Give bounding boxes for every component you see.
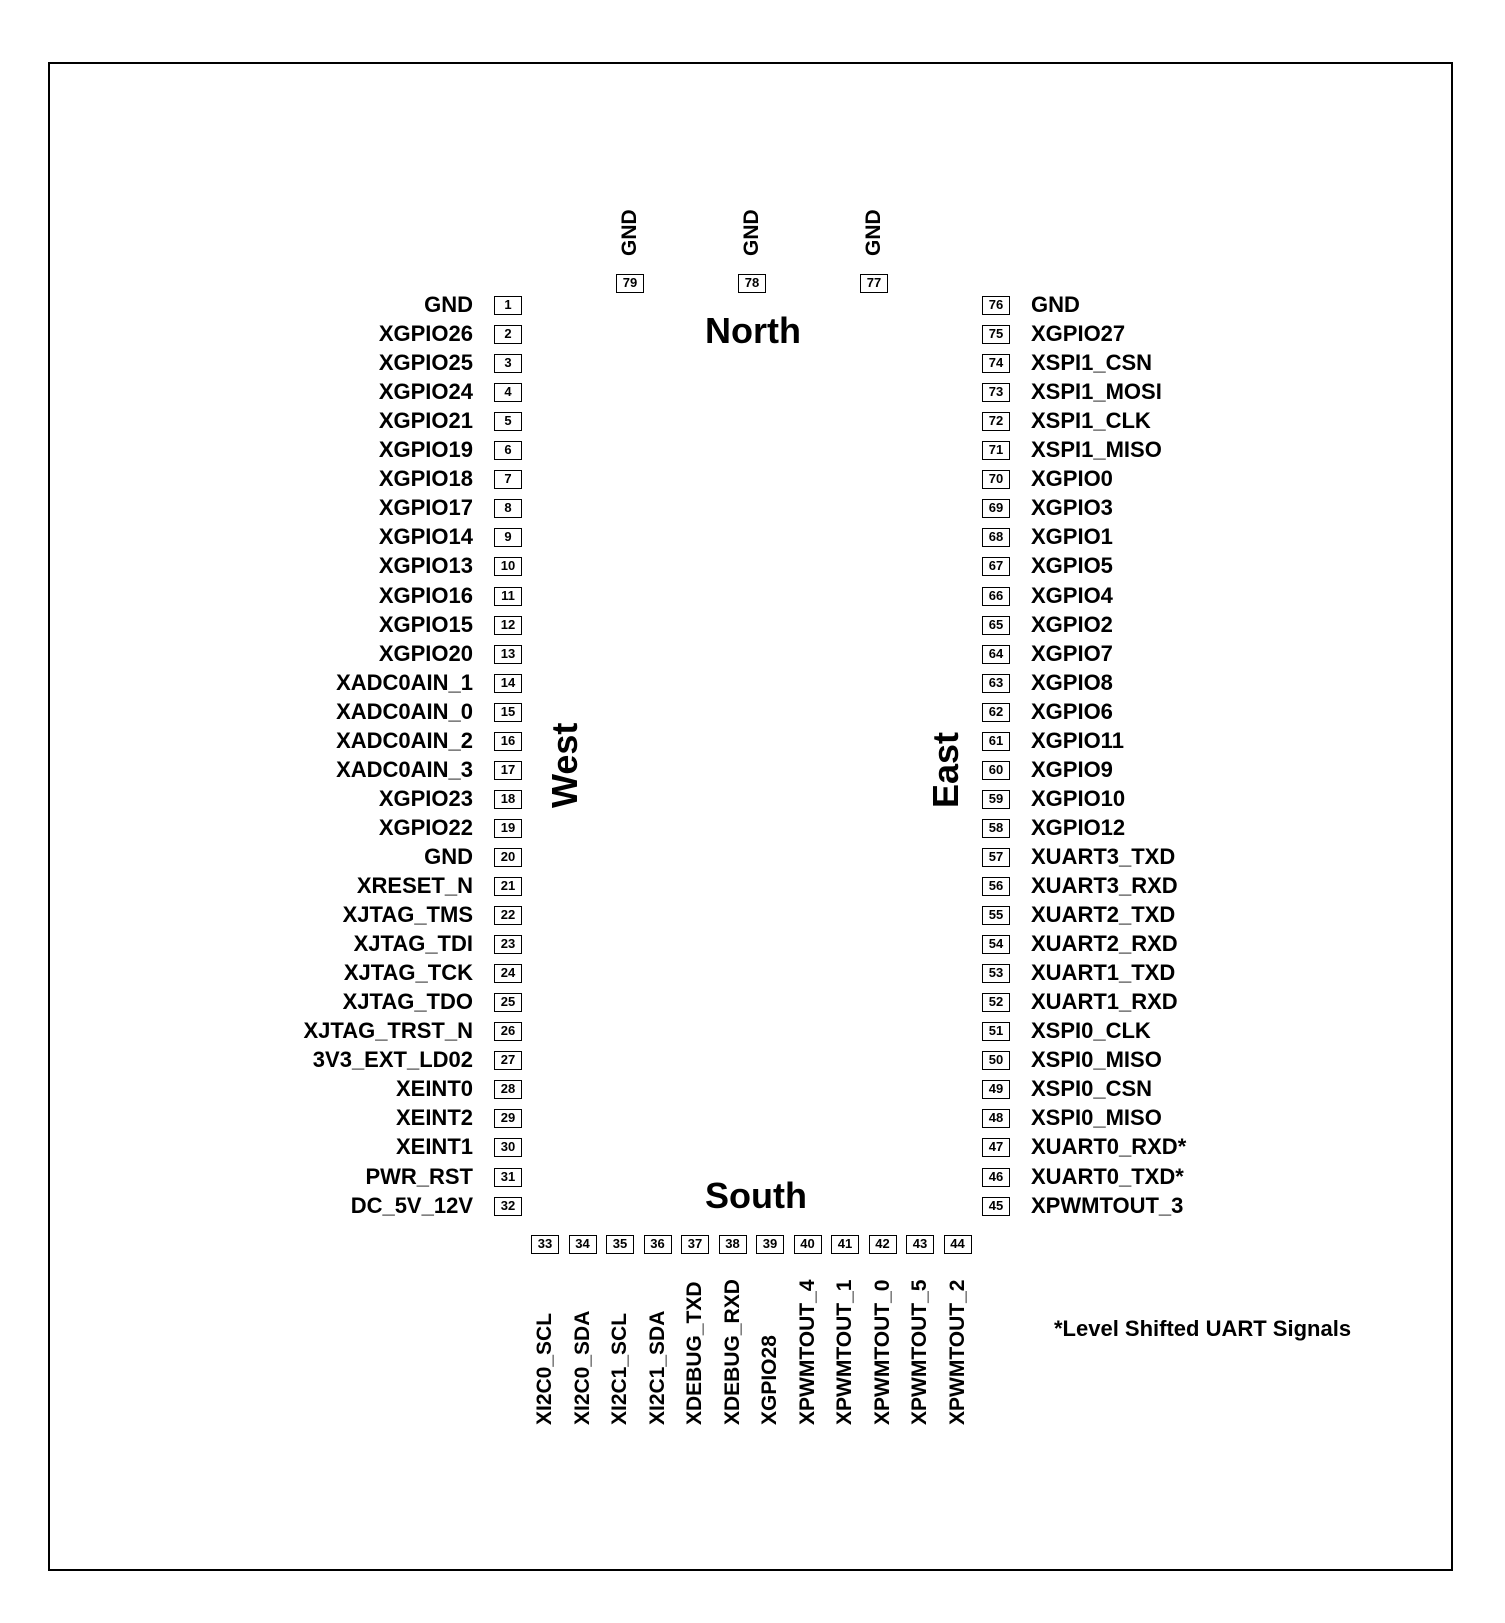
pin-label: XGPIO1 <box>1031 524 1113 550</box>
pin-label: XGPIO19 <box>378 437 473 463</box>
pin-number-box: 60 <box>982 761 1010 780</box>
pin-number-box: 63 <box>982 674 1010 693</box>
pin-number-box: 35 <box>606 1235 634 1254</box>
pin-label: PWR_RST <box>365 1163 473 1189</box>
pin-number-box: 64 <box>982 645 1010 664</box>
pin-number-box: 65 <box>982 616 1010 635</box>
pin-label: XJTAG_TRST_N <box>303 1018 473 1044</box>
pin-number-box: 9 <box>494 528 522 547</box>
pin-label: XGPIO26 <box>378 321 473 347</box>
pin-number-box: 68 <box>982 528 1010 547</box>
pin-number-box: 74 <box>982 354 1010 373</box>
pin-label: XGPIO14 <box>378 524 473 550</box>
pin-label: GND <box>862 209 885 256</box>
pin-label: XGPIO24 <box>378 379 473 405</box>
pin-label: XI2C1_SDA <box>645 1310 669 1425</box>
pin-number-box: 36 <box>644 1235 672 1254</box>
pin-number-box: 59 <box>982 790 1010 809</box>
pin-number-box: 19 <box>494 819 522 838</box>
pin-number-box: 48 <box>982 1109 1010 1128</box>
pin-number-box: 5 <box>494 412 522 431</box>
pin-label: XGPIO16 <box>378 582 473 608</box>
pin-number-box: 51 <box>982 1022 1010 1041</box>
pin-label: XGPIO9 <box>1031 756 1113 782</box>
pin-number-box: 7 <box>494 470 522 489</box>
level-shift-note: *Level Shifted UART Signals <box>1054 1316 1352 1341</box>
pin-number-box: 40 <box>794 1235 822 1254</box>
pin-number-box: 66 <box>982 587 1010 606</box>
pin-number-box: 23 <box>494 935 522 954</box>
pin-number-box: 26 <box>494 1022 522 1041</box>
pin-label: XI2C1_SCL <box>608 1312 631 1425</box>
pin-label: GND <box>618 209 641 256</box>
pin-label: XUART3_TXD <box>1031 843 1176 869</box>
pin-number-box: 10 <box>494 557 522 576</box>
pin-number-box: 1 <box>494 296 522 315</box>
pin-number-box: 38 <box>719 1235 747 1254</box>
pin-number-box: 73 <box>982 383 1010 402</box>
pin-label: XGPIO10 <box>1031 785 1126 811</box>
pin-number-box: 44 <box>944 1235 972 1254</box>
pin-label: GND <box>1031 292 1080 317</box>
pin-number-box: 57 <box>982 848 1010 867</box>
pin-label: XJTAG_TDI <box>353 931 473 957</box>
pin-number-box: 13 <box>494 645 522 664</box>
pin-label: XGPIO2 <box>1031 611 1113 637</box>
pin-number-box: 70 <box>982 470 1010 489</box>
pin-label: XGPIO15 <box>378 611 473 637</box>
pin-label: XGPIO12 <box>1031 814 1126 840</box>
pin-label: XPWMTOUT_3 <box>1031 1192 1184 1218</box>
pin-label: XEINT1 <box>395 1134 473 1160</box>
pin-label: DC_5V_12V <box>350 1192 473 1218</box>
pin-number-box: 33 <box>531 1235 559 1254</box>
pin-label: XGPIO20 <box>378 640 473 666</box>
pin-label: XGPIO6 <box>1031 698 1113 724</box>
pin-number-box: 71 <box>982 441 1010 460</box>
pin-label: XSPI1_CLK <box>1031 408 1151 434</box>
pin-number-box: 27 <box>494 1051 522 1070</box>
pin-number-box: 54 <box>982 935 1010 954</box>
pin-label: XI2C0_SDA <box>570 1310 594 1425</box>
pin-number-box: 37 <box>681 1235 709 1254</box>
pin-label: XI2C0_SCL <box>533 1312 556 1425</box>
pin-number-box: 61 <box>982 732 1010 751</box>
pin-label: XUART0_TXD* <box>1031 1163 1184 1189</box>
pin-number-box: 49 <box>982 1080 1010 1099</box>
pin-label: XSPI1_MOSI <box>1031 379 1162 405</box>
pin-number-box: 75 <box>982 325 1010 344</box>
pin-label: XGPIO23 <box>378 785 473 811</box>
pin-label: XSPI0_CSN <box>1031 1076 1153 1102</box>
pin-number-box: 29 <box>494 1109 522 1128</box>
pin-number-box: 11 <box>494 587 522 606</box>
south-title: South <box>705 1175 807 1216</box>
pin-number-box: 58 <box>982 819 1010 838</box>
pin-label: XADC0AIN_3 <box>336 756 473 782</box>
pin-number-box: 20 <box>494 848 522 867</box>
pin-number-box: 8 <box>494 499 522 518</box>
pin-number-box: 21 <box>494 877 522 896</box>
pin-number-box: 17 <box>494 761 522 780</box>
pin-label: XSPI0_MISO <box>1031 1047 1162 1073</box>
pin-label: XJTAG_TCK <box>343 960 473 986</box>
pin-number-box: 42 <box>869 1235 897 1254</box>
pin-label: GND <box>424 843 473 869</box>
pin-label: XGPIO5 <box>1031 553 1113 579</box>
pin-label: XSPI1_MISO <box>1031 437 1162 463</box>
pin-label: XGPIO21 <box>378 408 473 434</box>
pin-number-box: 31 <box>494 1168 522 1187</box>
pin-label: XDEBUG_RXD <box>720 1279 744 1425</box>
pin-label: XGPIO7 <box>1031 640 1113 666</box>
pin-number-box: 69 <box>982 499 1010 518</box>
pin-label: XUART3_RXD <box>1031 873 1178 898</box>
pin-label: XJTAG_TDO <box>342 989 473 1015</box>
pin-label: XGPIO25 <box>378 350 473 376</box>
pin-number-box: 16 <box>494 732 522 751</box>
pin-label: XPWMTOUT_1 <box>833 1279 856 1425</box>
pin-label: XGPIO28 <box>758 1335 781 1425</box>
pin-number-box: 79 <box>616 274 644 293</box>
pin-number-box: 50 <box>982 1051 1010 1070</box>
pin-label: XEINT0 <box>395 1076 473 1102</box>
pin-number-box: 72 <box>982 412 1010 431</box>
pin-label: XEINT2 <box>395 1105 473 1131</box>
pin-number-box: 47 <box>982 1138 1010 1157</box>
pin-label: XPWMTOUT_5 <box>908 1279 931 1425</box>
pin-label: XADC0AIN_0 <box>336 698 473 724</box>
pin-label: XUART0_RXD* <box>1031 1134 1187 1160</box>
pin-label: XGPIO11 <box>1031 727 1124 753</box>
pin-number-box: 53 <box>982 964 1010 983</box>
pin-number-box: 39 <box>756 1235 784 1254</box>
pin-number-box: 14 <box>494 674 522 693</box>
pin-label: GND <box>424 292 473 317</box>
north-title: North <box>705 310 801 351</box>
pin-label: XPWMTOUT_4 <box>795 1279 819 1425</box>
pin-label: XADC0AIN_2 <box>336 727 473 753</box>
west-title: West <box>544 722 585 808</box>
pin-number-box: 32 <box>494 1197 522 1216</box>
pin-label: XGPIO4 <box>1031 582 1113 608</box>
pin-label: XPWMTOUT_2 <box>945 1279 969 1425</box>
pin-label: XJTAG_TMS <box>342 902 473 928</box>
pin-number-box: 3 <box>494 354 522 373</box>
pin-number-box: 22 <box>494 906 522 925</box>
east-title: East <box>925 731 966 808</box>
pin-number-box: 62 <box>982 703 1010 722</box>
pin-label: XGPIO17 <box>378 495 473 521</box>
pin-label: XUART2_TXD <box>1031 902 1176 928</box>
pin-number-box: 76 <box>982 296 1010 315</box>
pin-number-box: 78 <box>738 274 766 293</box>
pin-label: XGPIO3 <box>1031 495 1113 521</box>
pin-number-box: 34 <box>569 1235 597 1254</box>
pin-label: XRESET_N <box>356 873 473 898</box>
pin-number-box: 56 <box>982 877 1010 896</box>
pin-number-box: 2 <box>494 325 522 344</box>
pin-label: XSPI0_CLK <box>1031 1018 1151 1044</box>
pin-number-box: 67 <box>982 557 1010 576</box>
pin-label: XGPIO27 <box>1031 321 1126 347</box>
pin-number-box: 77 <box>860 274 888 293</box>
pin-number-box: 45 <box>982 1197 1010 1216</box>
pin-label: XGPIO18 <box>378 466 473 492</box>
pin-label: XSPI1_CSN <box>1031 350 1153 376</box>
pin-label: XSPI0_MISO <box>1031 1105 1162 1131</box>
pin-number-box: 52 <box>982 993 1010 1012</box>
pin-label: XGPIO13 <box>378 553 473 579</box>
pin-number-box: 43 <box>906 1235 934 1254</box>
pin-label: XGPIO0 <box>1031 466 1113 492</box>
pin-label: GND <box>740 209 763 256</box>
pin-number-box: 6 <box>494 441 522 460</box>
pin-number-box: 12 <box>494 616 522 635</box>
pin-label: XPWMTOUT_0 <box>870 1279 894 1425</box>
pin-number-box: 46 <box>982 1168 1010 1187</box>
pin-label: XUART2_RXD <box>1031 931 1178 957</box>
pin-number-box: 41 <box>831 1235 859 1254</box>
pin-label: XUART1_RXD <box>1031 989 1178 1015</box>
pin-number-box: 4 <box>494 383 522 402</box>
pin-number-box: 30 <box>494 1138 522 1157</box>
pin-number-box: 15 <box>494 703 522 722</box>
pin-label: XADC0AIN_1 <box>336 669 473 695</box>
pin-label: XUART1_TXD <box>1031 960 1176 986</box>
pin-number-box: 24 <box>494 964 522 983</box>
pin-label: XDEBUG_TXD <box>683 1281 706 1425</box>
pin-number-box: 25 <box>494 993 522 1012</box>
pin-number-box: 28 <box>494 1080 522 1099</box>
pin-label: XGPIO8 <box>1031 669 1113 695</box>
pin-number-box: 55 <box>982 906 1010 925</box>
pin-label: 3V3_EXT_LD02 <box>312 1047 473 1073</box>
pin-number-box: 18 <box>494 790 522 809</box>
pin-label: XGPIO22 <box>378 814 473 840</box>
